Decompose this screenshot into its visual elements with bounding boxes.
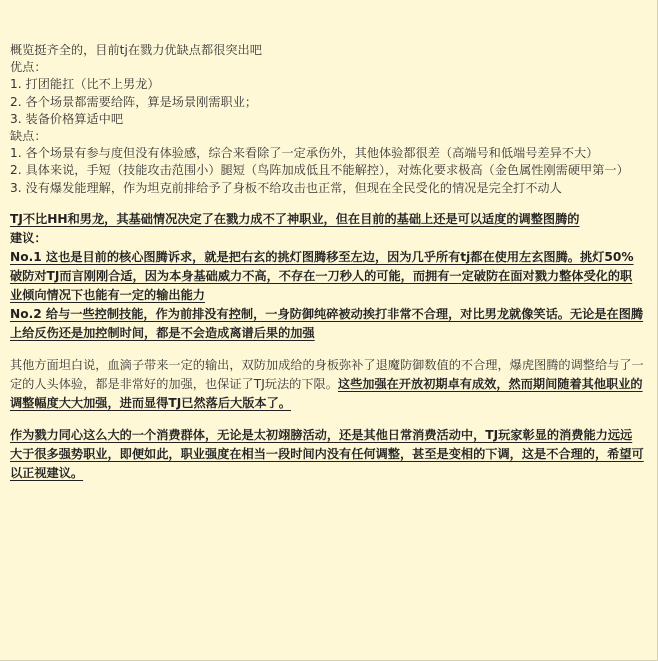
summary-text: TJ不比HH和男龙，其基础情况决定了在戮力成不了神职业，但在目前的基础上还是可以适度的调整图腾的 — [10, 211, 580, 226]
conclusion-paragraph: 作为戮力同心这么大的一个消费群体，无论是太初翊膀活动，还是其他日常消费活动中，TJ玩家彰显的消费能力远远大于很多强势职业，即便如此，职业强度在相当一段时间内没有任何调整，甚至是变相的下调，这是不合理的，希望可以正视建议。 — [10, 427, 644, 480]
pros-item-2: 2. 各个场景都需要给阵，算是场景刚需职业； — [10, 94, 258, 109]
cons-item-2: 2. 具体来说，手短（技能攻击范围小）腿短（鸟阵加成低且不能解控），对炼化要求极高（金色属性刚需硬甲第一） — [10, 163, 629, 178]
suggestion-2: No.2 给与一些控制技能，作为前排没有控制，一身防御纯碎被动挨打非常不合理，对比男龙就像笑话。无论是在图腾上给反伤还是加控制时间，都是不会造成离谱后果的加强 — [10, 306, 644, 340]
overview-section — [10, 42, 644, 197]
other-aspects-plain: 其他方面坦白说，血滴子带来一定的输出，双防加成给的身板弥补了退魔防御数值的不合理，爆虎图腾的调整给与了一定的人头体验，都是非常好的加强，也保证了TJ玩法的下限。 — [10, 357, 644, 391]
overview-text: 概览挺齐全的，目前tj在戮力优缺点都很突出吧 — [10, 43, 262, 57]
pros-item-3: 3. 装备价格算适中吧 — [10, 111, 124, 126]
pros-item-1: 1. 打团能扛（比不上男龙） — [10, 77, 160, 92]
other-aspects-emphasis: 这些加强在开放初期卓有成效，然而期间随着其他职业的调整幅度大大加强，进而显得TJ已然落后大版本了。 — [10, 376, 643, 410]
other-aspects-section — [10, 356, 644, 413]
suggest-label: 建议： — [10, 230, 47, 245]
pros-label: 优点： — [10, 60, 47, 75]
suggestion-1: No.1 这也是目前的核心图腾诉求，就是把右玄的挑灯图腾移至左边，因为几乎所有tj都在使用左玄图腾。挑灯50%破防对TJ而言刚刚合适，因为本身基础威力不高，不存在一刀秒人的可能，而拥有一定破防在面对戮力整体受化的职业倾向情况下也能有一定的输出能力 — [10, 249, 634, 302]
post-content — [10, 42, 644, 483]
suggestion-section — [10, 210, 644, 343]
cons-item-1: 1. 各个场景有参与度但没有体验感，综合来看除了一定承伤外，其他体验都很差（高端号和低端号差异不大） — [10, 146, 599, 161]
cons-item-3: 3. 没有爆发能理解，作为坦克前排给予了身板不给攻击也正常，但现在全民受化的情况是完全打不动人 — [10, 180, 562, 195]
other-aspects-paragraph — [10, 356, 644, 413]
conclusion-section — [10, 426, 644, 483]
cons-label: 缺点： — [10, 129, 47, 144]
